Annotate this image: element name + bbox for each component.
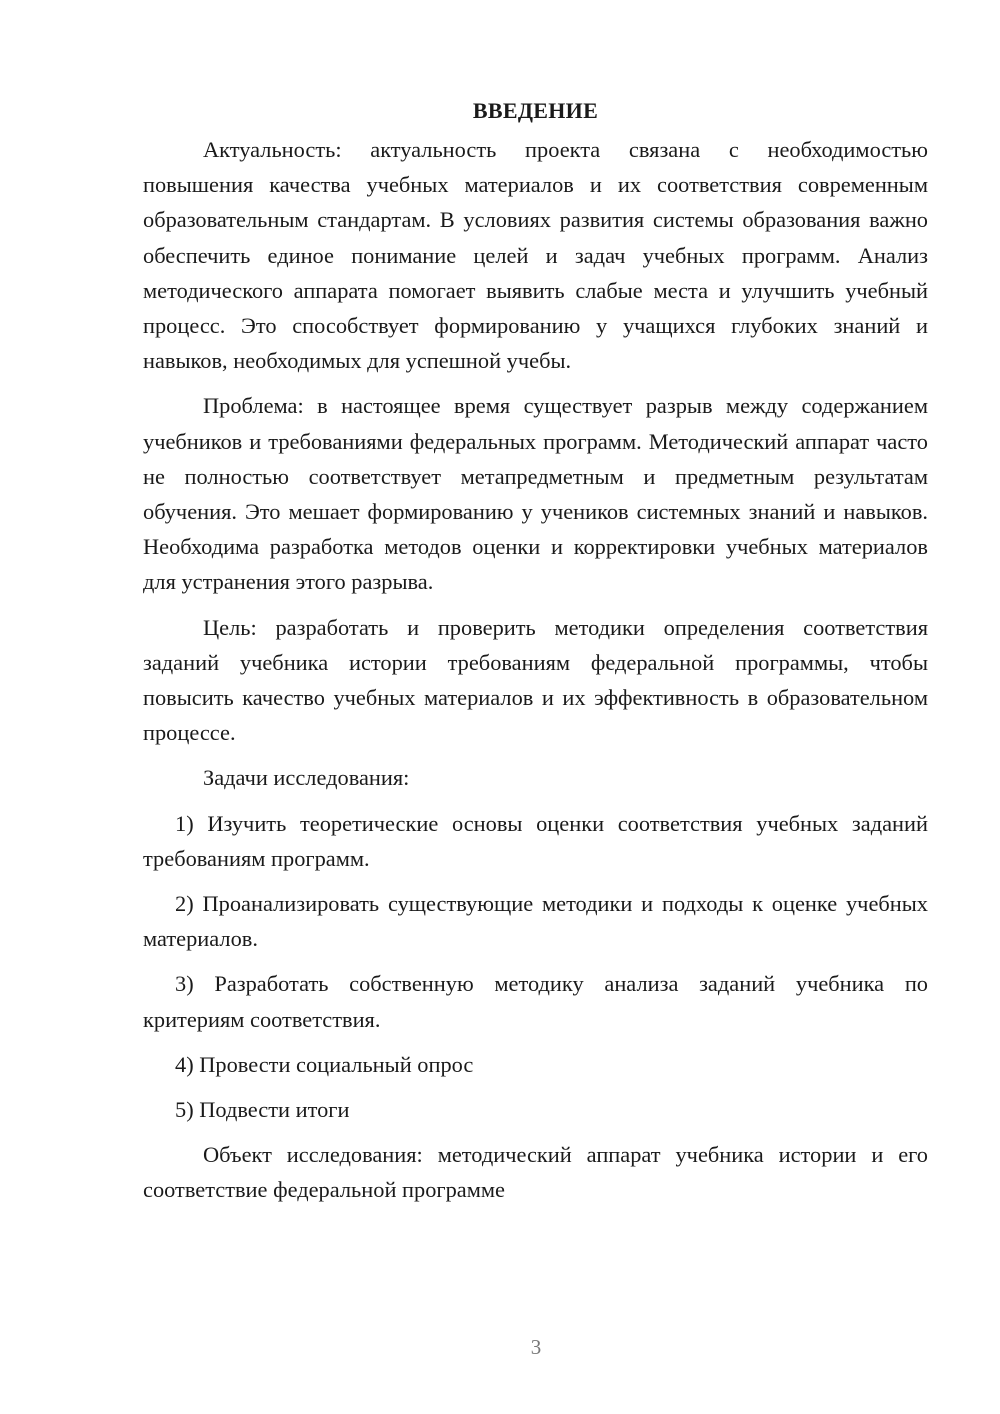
tasks-list xyxy=(143,806,928,1128)
paragraph-problem: Проблема: в настоящее время существует разрыв между содержанием учебников и требованиями федеральных программ. Методический аппарат часто не полностью соответствует метапредметным и предметным результатам обучения. Это мешает формированию у учеников системных знаний и навыков. Необходима разработка методов оценки и корректировки учебных материалов для устранения этого разрыва. xyxy=(143,393,928,595)
paragraph-goal: Цель: разработать и проверить методики определения соответствия заданий учебника истории требованиям федеральной программы, чтобы повысить качество учебных материалов и их эффективность в образовательном процессе. xyxy=(143,614,928,746)
list-item: 2) Проанализировать существующие методики и подходы к оценке учебных материалов. xyxy=(143,891,928,952)
page-number: 3 xyxy=(530,1335,542,1359)
page-content xyxy=(143,96,928,1208)
list-item: 1) Изучить теоретические основы оценки соответствия учебных заданий требованиям программ. xyxy=(143,810,928,871)
list-item: 3) Разработать собственную методику анализа заданий учебника по критериям соответствия. xyxy=(143,971,928,1032)
section-heading: ВВЕДЕНИЕ xyxy=(472,98,599,123)
paragraph-object: Объект исследования: методический аппарат учебника истории и его соответствие федеральной программе xyxy=(143,1142,928,1203)
list-item: 5) Подвести итоги xyxy=(175,1097,350,1123)
paragraph-relevance: Актуальность: актуальность проекта связана с необходимостью повышения качества учебных материалов и их соответствия современным образовательным стандартам. В условиях развития системы образования важно обеспечить единое понимание целей и задач учебных программ. Анализ методического аппарата помогает выявить слабые места и улучшить учебный процесс. Это способствует формированию у учащихся глубоких знаний и навыков, необходимых для успешной учебы. xyxy=(143,137,928,374)
list-item: 4) Провести социальный опрос xyxy=(175,1051,474,1077)
paragraph-tasks-title: Задачи исследования: xyxy=(203,765,410,791)
